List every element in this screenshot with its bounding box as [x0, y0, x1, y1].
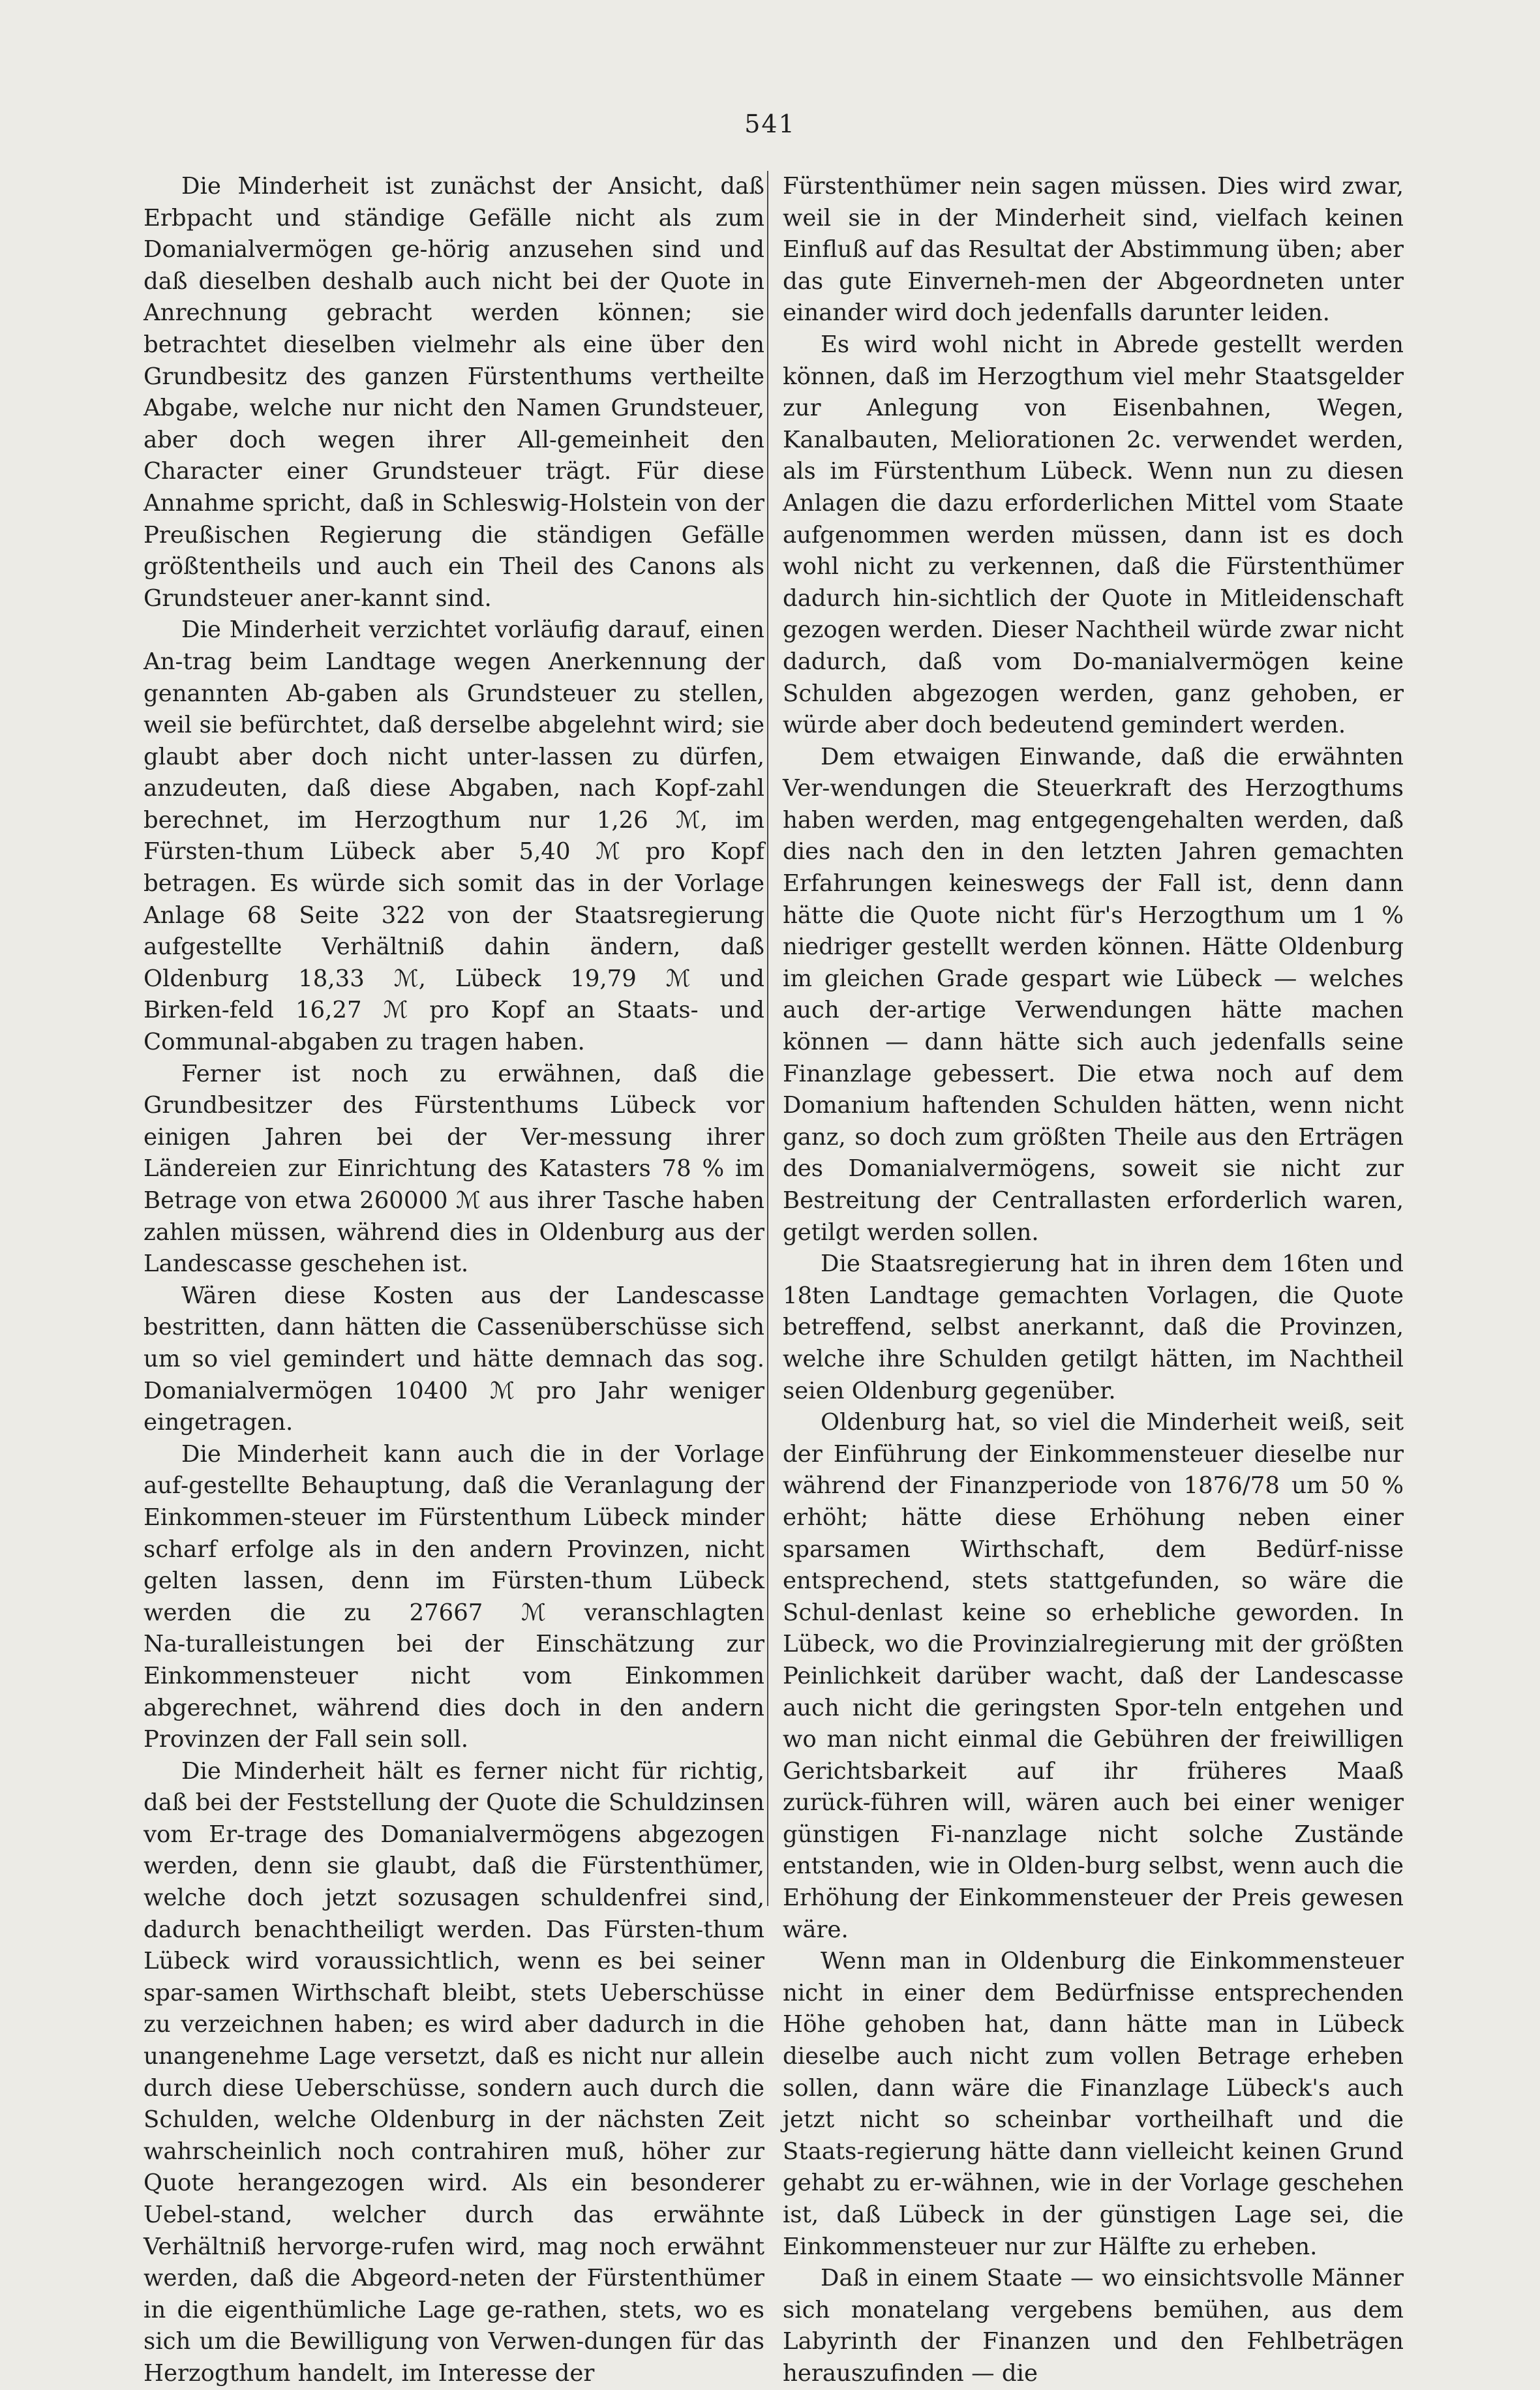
paragraph: Die Minderheit verzichtet vorläufig darauf, einen An‑trag beim Landtage wegen Anerkennung der genannten Ab‑gaben als Grundsteuer zu stellen, weil sie befürchtet, daß derselbe abgelehnt wird; sie glaubt aber doch nicht unter‑lassen zu dürfen, anzudeuten, daß diese Abgaben, nach Kopf‑zahl berechnet, im Herzogthum nur 1,26 ℳ, im Fürsten‑thum Lübeck aber 5,40 ℳ pro Kopf betragen. Es würde sich somit das in der Vorlage Anlage 68 Seite 322 von der Staatsregierung aufgestellte Verhältniß dahin ändern, daß Oldenburg 18,33 ℳ, Lübeck 19,79 ℳ und Birken‑feld 16,27 ℳ pro Kopf an Staats‑ und Communal‑abgaben zu tragen haben.	[143, 616, 764, 1056]
paragraph: Die Staatsregierung hat in ihren dem 16ten und 18ten Landtage gemachten Vorlagen, die Quote betreffend, selbst anerkannt, daß die Provinzen, welche ihre Schulden getilgt hätten, im Nachtheil seien Oldenburg gegenüber.	[783, 1250, 1404, 1404]
paragraph: Dem etwaigen Einwande, daß die erwähnten Ver‑wendungen die Steuerkraft des Herzogthums haben werden, mag entgegengehalten werden, daß dies nach den in den letzten Jahren gemachten Erfahrungen keineswegs der Fall ist, denn dann hätte die Quote nicht für's Herzogthum um 1 % niedriger gestellt werden können. Hätte Oldenburg im gleichen Grade gespart wie Lübeck — welches auch der‑artige Verwendungen hätte machen können — dann hätte sich auch jedenfalls seine Finanzlage gebessert. Die etwa noch auf dem Domanium haftenden Schulden hätten, wenn nicht ganz, so doch zum größten Theile aus den Erträgen des Domanialvermögens, soweit sie nicht zur Bestreitung der Centrallasten erforderlich waren, getilgt werden sollen.	[783, 743, 1404, 1246]
paragraph: Wenn man in Oldenburg die Einkommensteuer nicht in einer dem Bedürfnisse entsprechenden Höhe gehoben hat, dann hätte man in Lübeck dieselbe auch nicht zum vollen Betrage erheben sollen, dann wäre die Finanzlage Lübeck's auch jetzt nicht so scheinbar vortheilhaft und die Staats‑regierung hätte dann vielleicht keinen Grund gehabt zu er‑wähnen, wie in der Vorlage geschehen ist, daß Lübeck in der günstigen Lage sei, die Einkommensteuer nur zur Hälfte zu erheben.	[783, 1948, 1404, 2260]
paragraph: Die Minderheit kann auch die in der Vorlage auf‑gestellte Behauptung, daß die Veranlagung der Einkommen‑steuer im Fürstenthum Lübeck minder scharf erfolge als in den andern Provinzen, nicht gelten lassen, denn im Fürsten‑thum Lübeck werden die zu 27667 ℳ veranschlagten Na‑turalleistungen bei der Einschätzung zur Einkommensteuer nicht vom Einkommen abgerechnet, während dies doch in den andern Provinzen der Fall sein soll.	[143, 1440, 764, 1753]
paragraph: Wären diese Kosten aus der Landescasse bestritten, dann hätten die Cassenüberschüsse sich um so viel gemindert und hätte demnach das sog. Domanialvermögen 10400 ℳ pro Jahr weniger eingetragen.	[143, 1282, 764, 1436]
paragraph: Es wird wohl nicht in Abrede gestellt werden können, daß im Herzogthum viel mehr Staatsgelder zur Anlegung von Eisenbahnen, Wegen, Kanalbauten, Meliorationen 2c. verwendet werden, als im Fürstenthum Lübeck. Wenn nun zu diesen Anlagen die dazu erforderlichen Mittel vom Staate aufgenommen werden müssen, dann ist es doch wohl nicht zu verkennen, daß die Fürstenthümer dadurch hin‑sichtlich der Quote in Mitleidenschaft gezogen werden. Dieser Nachtheil würde zwar nicht dadurch, daß vom Do‑manialvermögen keine Schulden abgezogen werden, ganz gehoben, er würde aber doch bedeutend gemindert werden.	[783, 331, 1404, 739]
paragraph: Fürstenthümer nein sagen müssen. Dies wird zwar, weil sie in der Minderheit sind, vielfach keinen Einfluß auf das Resultat der Abstimmung üben; aber das gute Einverneh‑men der Abgeordneten unter einander wird doch jedenfalls darunter leiden.	[783, 173, 1404, 327]
right-column	[783, 171, 1404, 2390]
page-number: 541	[744, 110, 796, 138]
column-divider	[767, 171, 768, 1906]
paragraph: Die Minderheit ist zunächst der Ansicht, daß Erbpacht und ständige Gefälle nicht als zum Domanialvermögen ge‑hörig anzusehen sind und daß dieselben deshalb auch nicht bei der Quote in Anrechnung gebracht werden können; sie betrachtet dieselben vielmehr als eine über den Grundbesitz des ganzen Fürstenthums vertheilte Abgabe, welche nur nicht den Namen Grundsteuer, aber doch wegen ihrer All‑gemeinheit den Character einer Grundsteuer trägt. Für diese Annahme spricht, daß in Schleswig‑Holstein von der Preußischen Regierung die ständigen Gefälle größtentheils und auch ein Theil des Canons als Grundsteuer aner‑kannt sind.	[143, 173, 764, 612]
paragraph: Ferner ist noch zu erwähnen, daß die Grundbesitzer des Fürstenthums Lübeck vor einigen Jahren bei der Ver‑messung ihrer Ländereien zur Einrichtung des Katasters 78 % im Betrage von etwa 260000 ℳ aus ihrer Tasche haben zahlen müssen, während dies in Oldenburg aus der Landescasse geschehen ist.	[143, 1060, 764, 1278]
left-column	[143, 171, 764, 2390]
paragraph: Oldenburg hat, so viel die Minderheit weiß, seit der Einführung der Einkommensteuer dieselbe nur während der Finanzperiode von 1876/78 um 50 % erhöht; hätte diese Erhöhung neben einer sparsamen Wirthschaft, dem Bedürf‑nisse entsprechend, stets stattgefunden, so wäre die Schul‑denlast keine so erhebliche geworden. In Lübeck, wo die Provinzialregierung mit der größten Peinlichkeit darüber wacht, daß der Landescasse auch nicht die geringsten Spor‑teln entgehen und wo man nicht einmal die Gebühren der freiwilligen Gerichtsbarkeit auf ihr früheres Maaß zurück‑führen will, wären auch bei einer weniger günstigen Fi‑nanzlage nicht solche Zustände entstanden, wie in Olden‑burg selbst, wenn auch die Erhöhung der Einkommensteuer der Preis gewesen wäre.	[783, 1409, 1404, 1943]
paragraph: Die Minderheit hält es ferner nicht für richtig, daß bei der Feststellung der Quote die Schuldzinsen vom Er‑trage des Domanialvermögens abgezogen werden, denn sie glaubt, daß die Fürstenthümer, welche doch jetzt sozusagen schuldenfrei sind, dadurch benachtheiligt werden. Das Fürsten‑thum Lübeck wird voraussichtlich, wenn es bei seiner spar‑samen Wirthschaft bleibt, stets Ueberschüsse zu verzeichnen haben; es wird aber dadurch in die unangenehme Lage versetzt, daß es nicht nur allein durch diese Ueberschüsse, sondern auch durch die Schulden, welche Oldenburg in der nächsten Zeit wahrscheinlich noch contrahiren muß, höher zur Quote herangezogen wird. Als ein besonderer Uebel‑stand, welcher durch das erwähnte Verhältniß hervorge‑rufen wird, mag noch erwähnt werden, daß die Abgeord‑neten der Fürstenthümer in die eigenthümliche Lage ge‑rathen, stets, wo es sich um die Bewilligung von Verwen‑dungen für das Herzogthum handelt, im Interesse der	[143, 1757, 764, 2387]
paragraph: Daß in einem Staate — wo einsichtsvolle Männer sich monatelang vergebens bemühen, aus dem Labyrinth der Finanzen und den Fehlbeträgen herauszufinden — die	[783, 2265, 1404, 2387]
